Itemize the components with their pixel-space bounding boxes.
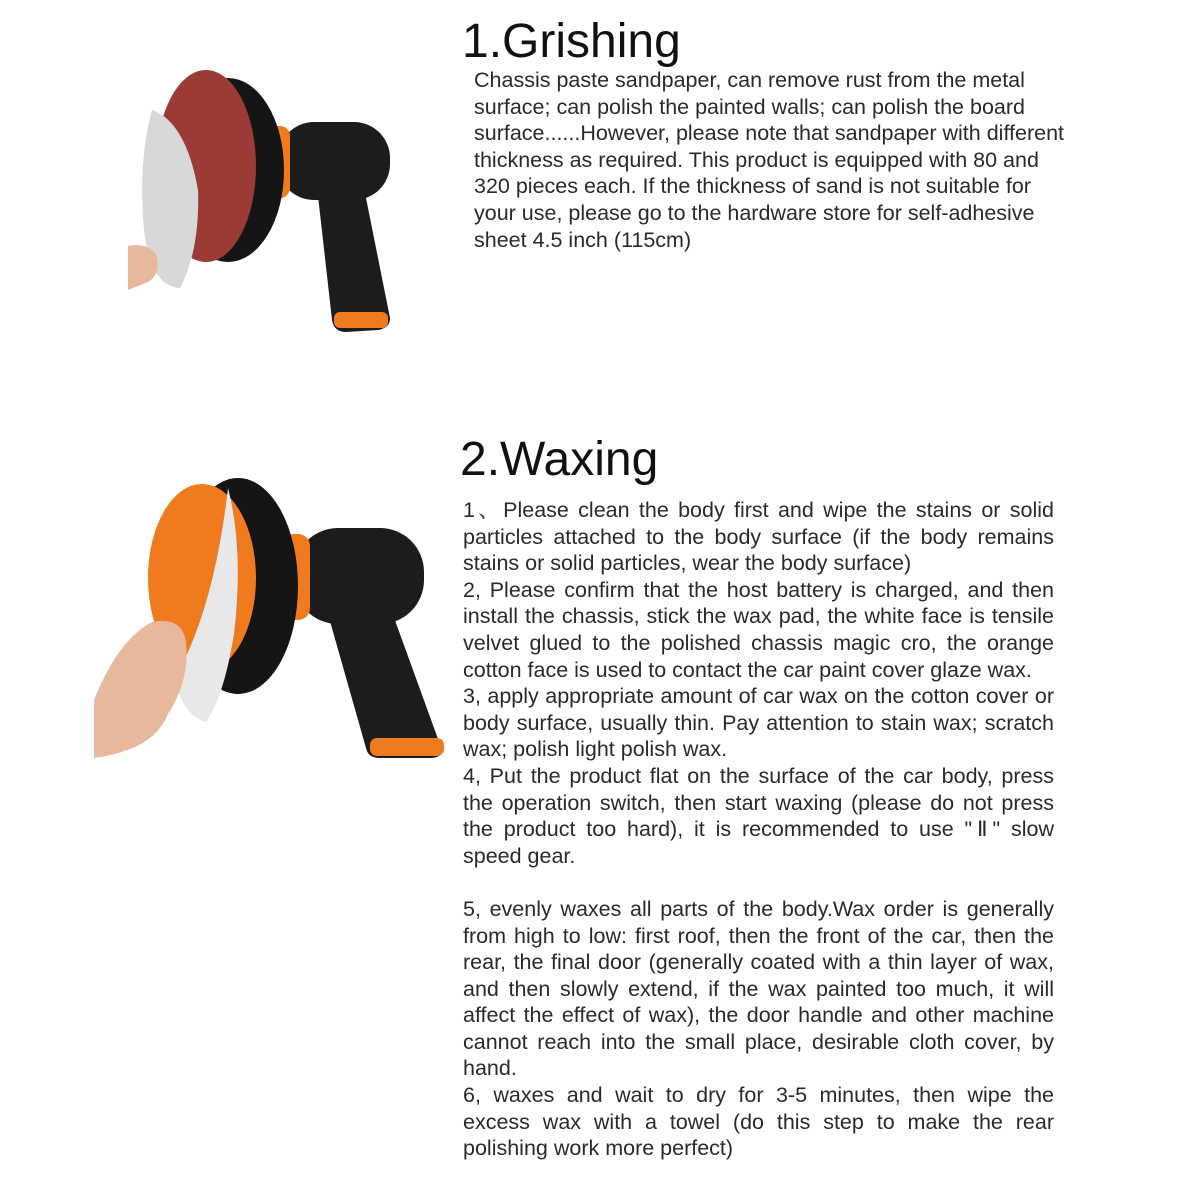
waxing-section [0,420,1200,1200]
section-description [474,67,1064,253]
paragraph-spacer [463,869,1054,896]
section-description [463,497,1054,1162]
polisher-sandpaper-image [128,50,398,332]
section-title: 1.Grishing [462,15,681,68]
paragraph: 4, Put the product flat on the surface of the car body, press the operation switch, then start waxing (please do not press the product too hard), it is recommended to use "Ⅱ" slow speed gear. [463,763,1054,868]
grinding-section [0,0,1200,400]
paragraph: Chassis paste sandpaper, can remove rust from the metal surface; can polish the painted walls; can polish the board surface......However, please note that sandpaper with different thickness as required. This product is equipped with 80 and 320 pieces each. If the thickness of sand is not suitable for your use, please go to the hardware store for self-adhesive sheet 4.5 inch (115cm) [474,68,1065,252]
polisher-wax-pad-image [94,450,454,758]
paragraph: 6, waxes and wait to dry for 3-5 minutes, then wipe the excess wax with a towel (do this step to make the rear polishing work more perfect) [463,1083,1054,1161]
paragraph: 3, apply appropriate amount of car wax on the cotton cover or body surface, usually thin. Pay attention to stain wax; scratch wax; polish light polish wax. [463,684,1054,762]
paragraph: 2, Please confirm that the host battery is charged, and then install the chassis, stick the wax pad, the white face is tensile velvet glued to the polished chassis magic cro, the orange cotton face is used to contact the car paint cover glaze wax. [463,577,1054,682]
paragraph: 5, evenly waxes all parts of the body.Wax order is generally from high to low: first roof, then the front of the car, then the rear, the final door (generally coated with a thin layer of wax, and then slowly extend, if the wax painted too much, it will affect the effect of wax), the door handle and other machine cannot reach into the small place, desirable cloth cover, by hand. [463,896,1054,1081]
section-title: 2.Waxing [460,433,659,486]
paragraph: 1、Please clean the body first and wipe the stains or solid particles attached to the body surface (if the body remains stains or solid particles, wear the body surface) [463,498,1054,576]
